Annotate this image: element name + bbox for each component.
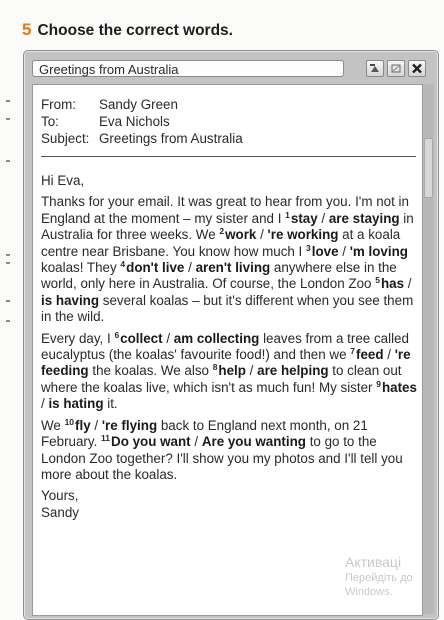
option-separator: /	[404, 276, 412, 292]
option-2a[interactable]: work	[225, 227, 257, 243]
edge-mark	[6, 320, 10, 322]
edge-mark	[6, 100, 10, 102]
option-7a[interactable]: feed	[355, 347, 384, 363]
body-text: at a koala centre near Brisbane. You know how much I	[41, 227, 401, 259]
close-button[interactable]	[408, 60, 426, 77]
option-11a[interactable]: Do you want	[111, 434, 191, 450]
gap-number: 7	[350, 346, 355, 357]
greeting: Hi Eva,	[41, 173, 85, 188]
header-divider	[41, 156, 416, 157]
gap-number: 2	[219, 226, 225, 237]
close-icon	[411, 63, 423, 74]
gap-number: 9	[376, 378, 381, 389]
message-pane	[32, 84, 423, 616]
option-3a[interactable]: love	[311, 243, 339, 259]
gap-number: 3	[306, 242, 311, 253]
window-titlebar	[32, 58, 430, 80]
option-separator: /	[90, 417, 102, 433]
email-body	[41, 173, 417, 521]
edge-mark	[6, 262, 10, 264]
body-text: to clean out where the koalas live, which isn't as much fun! My sister	[41, 363, 402, 395]
option-separator: /	[245, 363, 258, 379]
watermark-line-3: Windows.	[345, 586, 393, 598]
body-text: it.	[103, 396, 118, 412]
maximize-button[interactable]	[387, 60, 405, 77]
paragraph-3	[41, 418, 417, 484]
closing: Yours,	[41, 488, 79, 504]
option-6a[interactable]: collect	[120, 330, 163, 346]
scrollbar-thumb[interactable]	[424, 138, 433, 198]
option-8a[interactable]: help	[218, 363, 246, 379]
option-8b[interactable]: are helping	[257, 363, 329, 379]
from-row	[41, 96, 243, 113]
body-text: the koalas. We also	[88, 363, 213, 379]
watermark-line-1: Активаці	[345, 554, 402, 570]
body-text: several koalas – but it's different when you see them in the wild.	[41, 292, 414, 325]
gap-number: 1	[285, 209, 290, 220]
body-text: in Australia for three weeks. We	[41, 210, 414, 243]
option-5a[interactable]: has	[380, 276, 405, 292]
option-2b[interactable]: 're working	[267, 227, 339, 243]
body-text: leaves from a tree called eucalyptus (the koalas' favourite food!) and then we	[41, 330, 409, 363]
option-10b[interactable]: 're flying	[101, 417, 158, 433]
option-separator: /	[190, 434, 202, 450]
edge-mark	[6, 160, 10, 162]
option-1b[interactable]: are staying	[328, 210, 400, 226]
option-separator: /	[256, 227, 268, 243]
exercise-number: 5	[22, 20, 32, 39]
to-value: Eva Nichols	[99, 114, 170, 129]
body-text: koalas! They	[41, 260, 121, 276]
gap-number: 5	[375, 275, 380, 286]
to-label: To:	[41, 114, 59, 129]
to-row	[41, 113, 243, 130]
option-6b[interactable]: am collecting	[173, 330, 260, 346]
edge-mark	[6, 254, 10, 256]
body-text: to go to the London Zoo together? I'll show you my photos and I'll tell you more about the koalas.	[41, 434, 403, 482]
option-separator: /	[162, 330, 174, 346]
minimize-icon	[369, 63, 381, 74]
option-separator: /	[41, 396, 49, 412]
window-title: Greetings from Australia	[32, 60, 344, 77]
edge-mark	[6, 118, 10, 120]
maximize-icon	[390, 63, 402, 74]
body-text: anywhere else in the world, only here in Australia. Of course, the London Zoo	[41, 260, 397, 292]
page-edge-marks	[0, 0, 16, 620]
exercise-instruction: Choose the correct words.	[37, 22, 233, 39]
option-4a[interactable]: don't live	[126, 260, 185, 276]
from-label: From:	[41, 97, 76, 112]
option-separator: /	[317, 210, 329, 226]
subject-value: Greetings from Australia	[99, 131, 243, 146]
gap-number: 10	[64, 416, 75, 427]
option-1a[interactable]: stay	[290, 210, 318, 226]
paragraph-2	[41, 331, 417, 413]
signature: Sandy	[41, 504, 79, 520]
body-text: back to England next month, on 21 February.	[41, 417, 368, 450]
subject-label: Subject:	[41, 131, 90, 146]
subject-row	[41, 130, 243, 147]
option-10a[interactable]: fly	[75, 417, 91, 433]
option-separator: /	[383, 347, 395, 363]
body-text: Every day, I	[41, 330, 115, 346]
option-4b[interactable]: aren't living	[195, 260, 271, 276]
vertical-scrollbar[interactable]	[423, 84, 434, 614]
email-headers	[41, 96, 243, 147]
body-text: Thanks for your email. It was great to hear from you. I'm not in England at the moment – my sister and I	[41, 194, 409, 226]
option-5b[interactable]: is having	[41, 292, 100, 308]
option-separator: /	[338, 243, 350, 259]
gap-number: 11	[101, 433, 111, 444]
option-9a[interactable]: hates	[381, 379, 417, 395]
option-11b[interactable]: Are you wanting	[201, 434, 306, 450]
option-separator: /	[184, 260, 196, 276]
exercise-heading	[22, 20, 233, 40]
body-text: We	[41, 417, 65, 433]
gap-number: 6	[114, 329, 120, 340]
gap-number: 4	[120, 259, 126, 270]
option-7b[interactable]: 're feeding	[41, 347, 411, 379]
edge-mark	[6, 300, 10, 302]
option-3b[interactable]: 'm loving	[349, 243, 408, 259]
option-9b[interactable]: is hating	[48, 396, 104, 412]
watermark-line-2: Перейдіть до	[345, 572, 413, 584]
from-value: Sandy Green	[99, 97, 178, 112]
minimize-button[interactable]	[366, 60, 384, 77]
paragraph-1	[41, 194, 417, 325]
gap-number: 8	[212, 362, 218, 373]
email-window	[23, 50, 439, 620]
